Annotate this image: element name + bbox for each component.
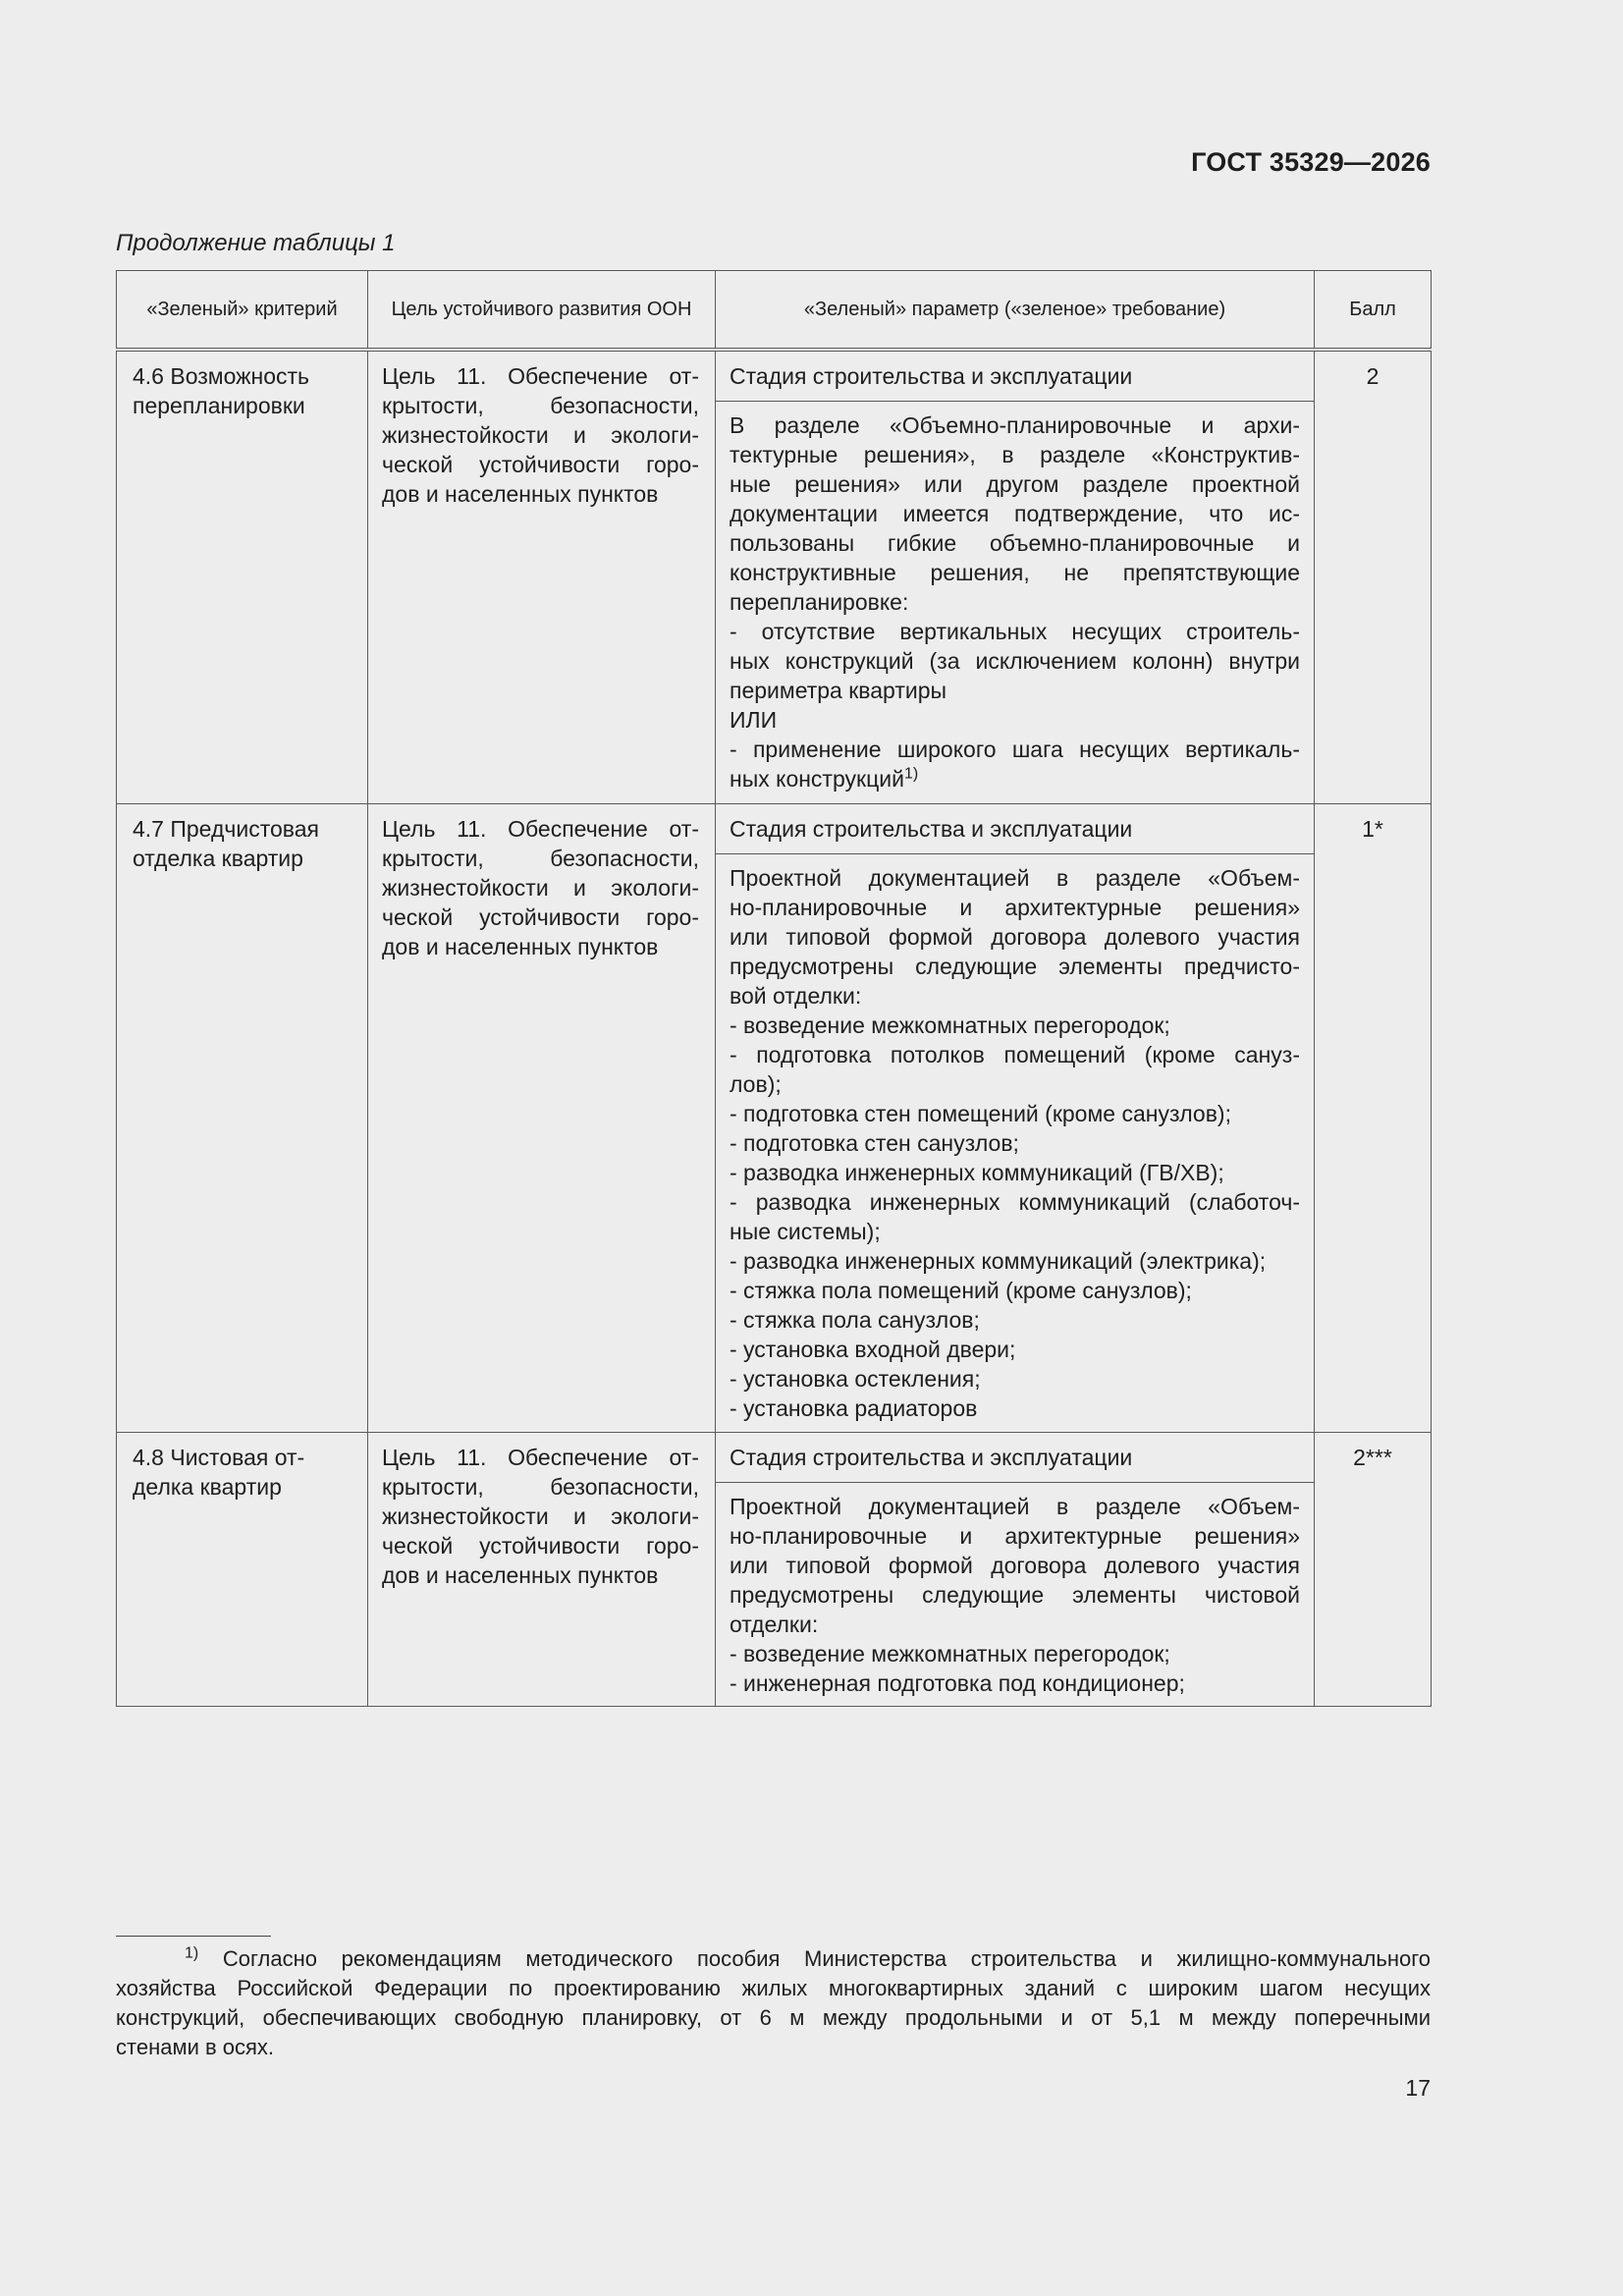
text-line-content: Проектной документацией в разделе «Объем- (730, 1493, 1300, 1519)
text-line (730, 1305, 1300, 1335)
text-line-content: - подготовка стен помещений (кроме санузлов); (730, 1100, 1231, 1126)
text-line-content: предусмотрены следующие элементы чистовой (730, 1581, 1300, 1608)
text-line (730, 1580, 1300, 1610)
footnote (116, 1944, 1431, 2062)
footnote-separator (116, 1936, 271, 1937)
document-id: ГОСТ 35329—2026 (1191, 147, 1431, 177)
column-header: Балл (1315, 271, 1432, 351)
text-line-content: - подготовка стен санузлов; (730, 1129, 1019, 1156)
text-line (730, 1610, 1300, 1639)
text-line (730, 1187, 1300, 1217)
text-line: Цель 11. Обеспечение от- (382, 363, 699, 389)
text-line-content: - установка радиаторов (730, 1394, 978, 1421)
text-line-content: - установка входной двери; (730, 1336, 1016, 1362)
text-line (730, 863, 1300, 893)
column-header: «Зеленый» критерий (117, 271, 368, 351)
text-line-content: перепланировке: (730, 589, 909, 615)
text-line-content: - возведение межкомнатных перегородок; (730, 1011, 1170, 1038)
text-line (730, 1128, 1300, 1158)
text-line: 4.7 Предчистовая (133, 815, 319, 842)
footnote-line (116, 1974, 1431, 2003)
text-line (730, 1246, 1300, 1276)
footnote-reference: 1) (903, 765, 919, 783)
text-line (730, 1521, 1300, 1551)
criterion-cell (117, 350, 368, 803)
text-line: делка квартир (133, 1473, 282, 1500)
text-line (730, 981, 1300, 1011)
text-line-content: пользованы гибкие объемно-планировочные и (730, 530, 1300, 556)
text-line (730, 469, 1300, 499)
text-line (730, 617, 1300, 646)
text-line: перепланировки (133, 393, 305, 418)
text-line: 4.6 Возможность (133, 363, 310, 389)
green-parameter-cell (716, 1432, 1315, 1706)
text-line (730, 1011, 1300, 1040)
text-line (730, 1668, 1300, 1698)
text-line: дов и населенных пунктов (382, 1561, 659, 1588)
green-parameter-cell (716, 350, 1315, 803)
text-line: дов и населенных пунктов (382, 481, 659, 507)
text-line (730, 1158, 1300, 1187)
text-line: жизнестойкости и экологи- (382, 422, 699, 448)
score-cell: 2 (1315, 350, 1432, 803)
text-line-content: но-планировочные и архитектурные решения» (730, 894, 1300, 920)
text-line-content: ных конструкций (730, 766, 904, 792)
footnote-line (116, 1944, 1431, 1974)
text-line: ческой устойчивости горо- (382, 903, 699, 930)
score-cell: 1* (1315, 803, 1432, 1432)
text-line (730, 1040, 1300, 1069)
requirement-text (716, 402, 1314, 799)
text-line-content: - стяжка пола помещений (кроме санузлов); (730, 1277, 1192, 1303)
text-line (730, 646, 1300, 676)
text-line-content: ные решения» или другом разделе проектной (730, 471, 1300, 497)
sdg-goal-cell (368, 803, 716, 1432)
table-row (117, 350, 1432, 803)
footnote-line (116, 2033, 1431, 2062)
text-line: 4.8 Чистовая от- (133, 1444, 305, 1470)
criterion-cell (117, 1432, 368, 1706)
text-line-content: конструктивные решения, не препятствующие (730, 560, 1300, 585)
text-line (730, 705, 1300, 735)
footnote-marker: 1) (185, 1944, 199, 1962)
text-line (730, 1099, 1300, 1128)
stage-label: Стадия строительства и эксплуатации (716, 804, 1314, 854)
text-line-content: Проектной документацией в разделе «Объем- (730, 864, 1300, 891)
text-line: крытости, безопасности, (382, 393, 699, 418)
text-line-content: ИЛИ (730, 707, 778, 733)
text-line (730, 1276, 1300, 1305)
text-line-content: но-планировочные и архитектурные решения» (730, 1522, 1300, 1549)
text-line-content: - применение широкого шага несущих вертикаль- (730, 737, 1300, 762)
text-line-content: - разводка инженерных коммуникаций (слаботоч- (730, 1188, 1300, 1215)
text-line-content: лов); (730, 1070, 782, 1097)
text-line-content: тектурные решения», в разделе «Конструктив- (730, 442, 1300, 467)
text-line-content: периметра квартиры (730, 678, 947, 703)
text-line: ческой устойчивости горо- (382, 452, 699, 477)
text-line (730, 1364, 1300, 1394)
text-line-content: - подготовка потолков помещений (кроме сануз- (730, 1041, 1300, 1067)
text-line-content: предусмотрены следующие элементы предчисто- (730, 953, 1300, 979)
column-header: Цель устойчивого развития ООН (368, 271, 716, 351)
text-line-content: вой отделки: (730, 982, 862, 1009)
sdg-goal-cell (368, 350, 716, 803)
table-row (117, 1432, 1432, 1706)
stage-label: Стадия строительства и эксплуатации (716, 352, 1314, 402)
text-line (730, 1335, 1300, 1364)
footnote-text: конструкций, обеспечивающих свободную планировку, от 6 м между продольными и от 5,1 м между поперечными (116, 2005, 1431, 2030)
footnote-line (116, 2003, 1431, 2033)
green-criteria-table (116, 270, 1432, 1707)
text-line-content: - разводка инженерных коммуникаций (ГВ/ХВ); (730, 1159, 1224, 1185)
text-line: Цель 11. Обеспечение от- (382, 815, 699, 842)
text-line: крытости, безопасности, (382, 1473, 699, 1500)
text-line: дов и населенных пунктов (382, 933, 659, 959)
text-line: жизнестойкости и экологи- (382, 1503, 699, 1529)
text-line (730, 499, 1300, 528)
text-line-content: - стяжка пола санузлов; (730, 1306, 980, 1333)
text-line (730, 764, 1300, 793)
text-line (730, 893, 1300, 922)
text-line-content: - установка остекления; (730, 1365, 981, 1392)
page-number: 17 (1405, 2075, 1431, 2101)
score-cell: 2*** (1315, 1432, 1432, 1706)
text-line (730, 735, 1300, 764)
table-caption: Продолжение таблицы 1 (116, 230, 396, 256)
criterion-cell (117, 803, 368, 1432)
text-line (730, 1394, 1300, 1423)
text-line: отделка квартир (133, 845, 303, 871)
text-line (730, 676, 1300, 705)
column-header: «Зеленый» параметр («зеленое» требование) (716, 271, 1315, 351)
text-line (730, 528, 1300, 558)
text-line-content: В разделе «Объемно-планировочные и архи- (730, 412, 1300, 438)
text-line: Цель 11. Обеспечение от- (382, 1444, 699, 1470)
table-header-row (117, 271, 1432, 351)
stage-label: Стадия строительства и эксплуатации (716, 1433, 1314, 1483)
requirement-text (716, 1483, 1314, 1704)
text-line (730, 1217, 1300, 1246)
text-line-content: - возведение межкомнатных перегородок; (730, 1640, 1170, 1667)
text-line (730, 1551, 1300, 1580)
text-line (730, 558, 1300, 587)
text-line (730, 922, 1300, 952)
footnote-text: Согласно рекомендациям методического пособия Министерства строительства и жилищно-коммунального (222, 1946, 1431, 1971)
text-line (730, 440, 1300, 469)
text-line-content: - отсутствие вертикальных несущих строитель- (730, 619, 1300, 644)
table-row (117, 803, 1432, 1432)
footnote-text: хозяйства Российской Федерации по проектированию жилых многоквартирных зданий с широким шагом несущих (116, 1976, 1431, 2000)
text-line-content: ные системы); (730, 1218, 881, 1244)
green-parameter-cell (716, 803, 1315, 1432)
text-line: крытости, безопасности, (382, 845, 699, 871)
text-line-content: - инженерная подготовка под кондиционер; (730, 1669, 1185, 1696)
text-line (730, 410, 1300, 440)
text-line (730, 587, 1300, 617)
requirement-text (716, 854, 1314, 1429)
text-line: жизнестойкости и экологи- (382, 874, 699, 901)
text-line (730, 1639, 1300, 1668)
text-line-content: документации имеется подтверждение, что ис- (730, 501, 1300, 526)
text-line (730, 952, 1300, 981)
text-line (730, 1492, 1300, 1521)
sdg-goal-cell (368, 1432, 716, 1706)
text-line: ческой устойчивости горо- (382, 1532, 699, 1558)
footnote-text: стенами в осях. (116, 2035, 275, 2059)
text-line-content: отделки: (730, 1611, 819, 1637)
text-line (730, 1069, 1300, 1099)
text-line-content: - разводка инженерных коммуникаций (электрика); (730, 1247, 1267, 1274)
text-line-content: или типовой формой договора долевого участия (730, 923, 1300, 950)
text-line-content: ных конструкций (за исключением колонн) внутри (730, 648, 1300, 674)
text-line-content: или типовой формой договора долевого участия (730, 1552, 1300, 1578)
